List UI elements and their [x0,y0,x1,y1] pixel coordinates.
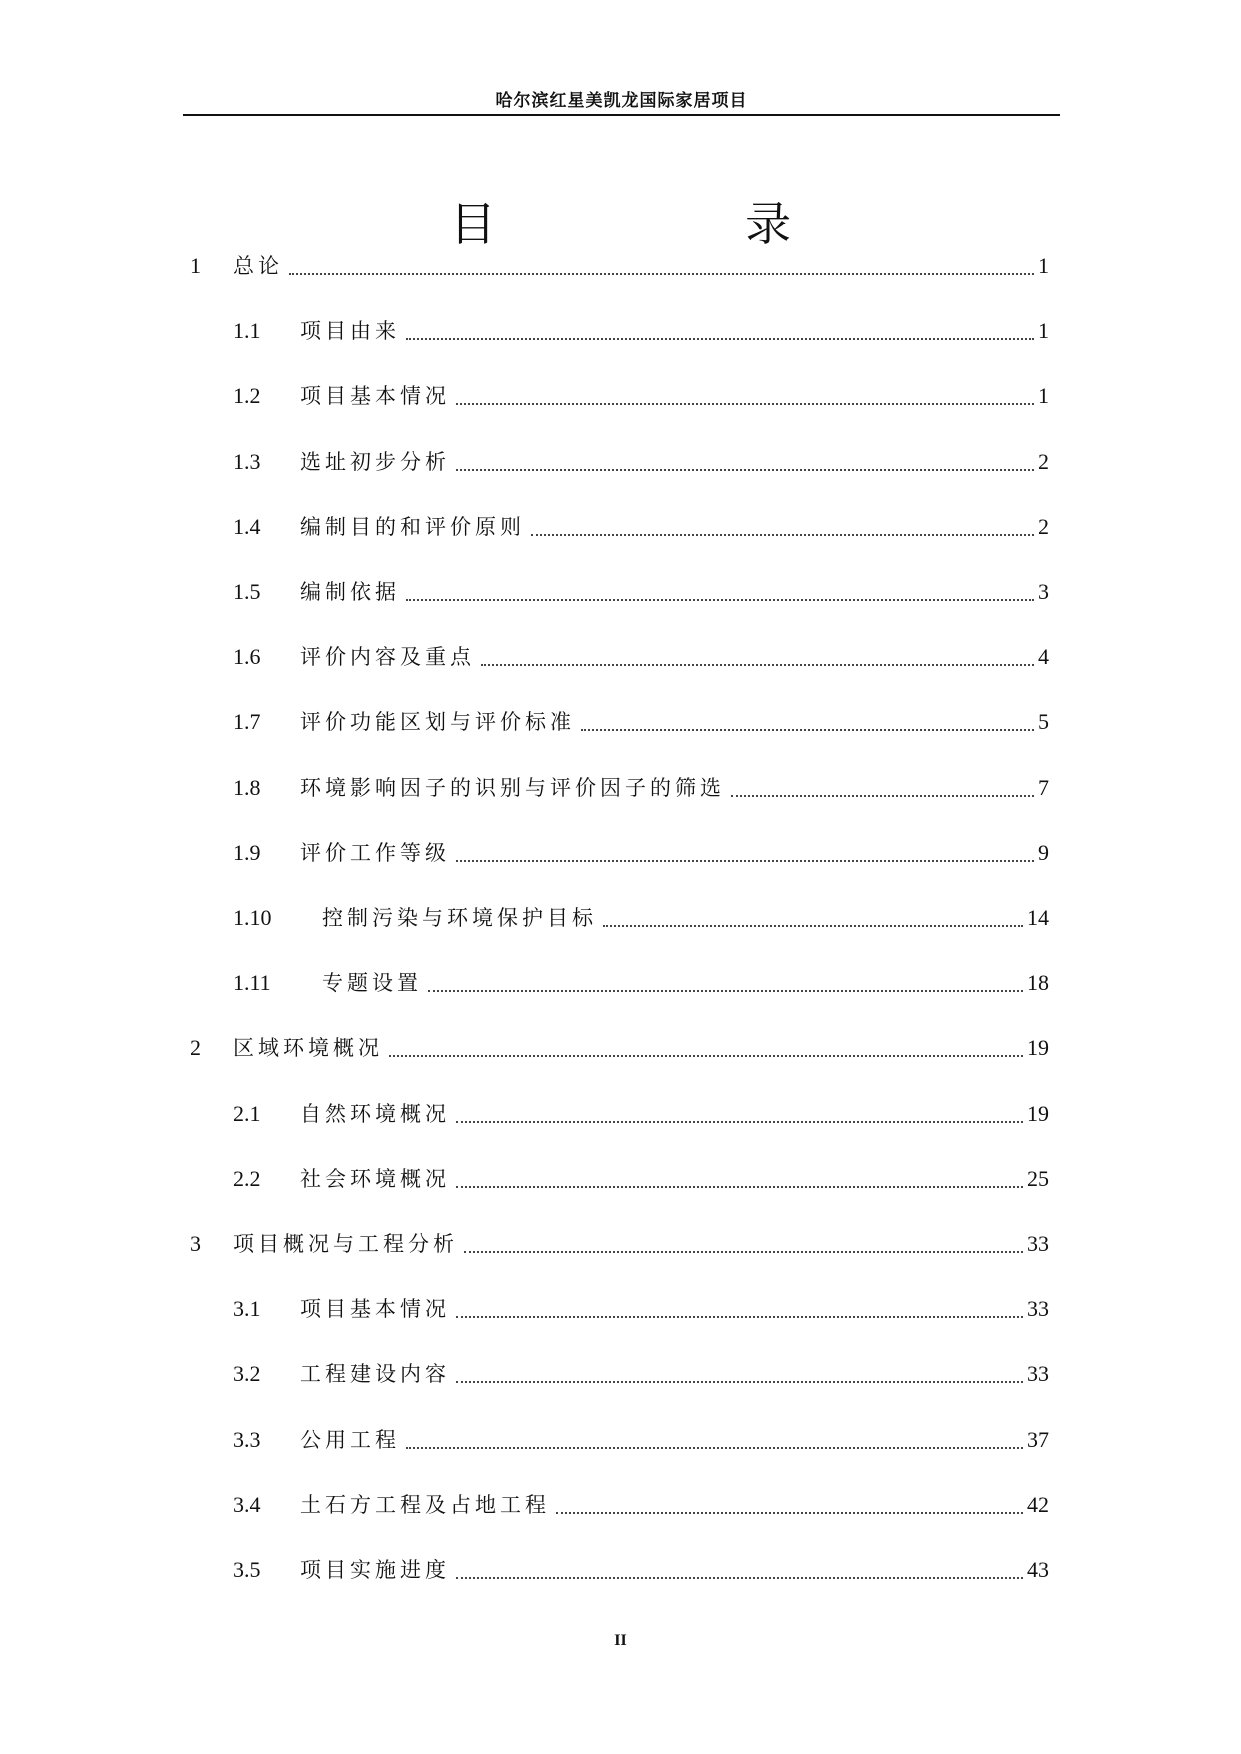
toc-entry[interactable] [0,316,1241,346]
toc-entry-label: 环境影响因子的识别与评价因子的筛选 [300,775,725,800]
toc-entry-label: 项目由来 [300,319,400,344]
toc-entry-page: 43 [1027,1557,1049,1582]
toc-entry[interactable] [0,447,1241,477]
toc-entry-number: 1.4 [233,513,261,539]
toc-entry-number: 2.2 [233,1165,261,1191]
toc-entry-number: 3.2 [233,1361,261,1387]
page-number: II [614,1632,627,1649]
toc-entry[interactable] [0,381,1241,411]
toc-entry-number: 2.1 [233,1100,261,1126]
toc-entry[interactable] [0,1164,1241,1194]
toc-entry-page: 5 [1038,709,1049,735]
toc-entry[interactable] [0,838,1241,868]
toc-entry-number: 3.1 [233,1296,261,1322]
toc-entry-number: 1.7 [233,709,261,735]
toc-leader-dots [456,1316,1023,1318]
toc-entry-label: 控制污染与环境保护目标 [322,906,597,930]
toc-entry-page: 3 [1038,579,1049,604]
toc-leader-dots [603,925,1023,927]
toc-entry-label: 编制依据 [300,580,400,604]
toc-entry[interactable] [0,1359,1241,1389]
toc-entry-page: 33 [1027,1231,1049,1256]
toc-leader-dots [464,1251,1023,1253]
toc-entry-page: 1 [1038,383,1049,409]
toc-leader-dots [456,1577,1023,1579]
toc-leader-dots [456,1381,1023,1383]
toc-entry[interactable] [0,1033,1241,1063]
toc-entry-number: 1.10 [233,905,272,930]
toc-entry-label: 评价功能区划与评价标准 [300,710,575,735]
toc-entry-label: 项目基本情况 [300,384,450,409]
toc-entry-page: 37 [1027,1426,1049,1452]
toc-entry-label: 专题设置 [322,971,422,996]
toc-entry-page: 1 [1038,318,1049,344]
toc-entry-label: 编制目的和评价原则 [300,514,525,539]
toc-leader-dots [456,403,1034,405]
toc-leader-dots [456,860,1034,862]
toc-leader-dots [406,1447,1023,1449]
toc-entry-label: 社会环境概况 [300,1166,450,1191]
toc-entry[interactable] [0,1425,1241,1455]
toc-entry-number: 1.6 [233,644,261,670]
toc-entry[interactable] [0,707,1241,737]
toc-entry-page: 1 [1038,253,1049,278]
toc-entry-page: 4 [1038,644,1049,670]
toc-entry-page: 2 [1038,448,1049,474]
toc-entry-number: 1.1 [233,318,261,344]
toc-leader-dots [406,599,1034,601]
toc-entry-page: 2 [1038,513,1049,539]
toc-entry-label: 项目概况与工程分析 [233,1232,458,1256]
toc-entry[interactable] [0,512,1241,542]
toc-entry-label: 区域环境概况 [233,1036,383,1061]
toc-leader-dots [406,338,1034,340]
toc-entry-label: 评价内容及重点 [300,645,475,670]
toc-entry[interactable] [0,968,1241,998]
toc-entry-label: 总论 [233,254,283,278]
toc-entry-page: 18 [1027,970,1049,996]
toc-leader-dots [731,795,1034,797]
toc-entry-label: 评价工作等级 [300,840,450,865]
toc-entry-label: 选址初步分析 [300,449,450,474]
toc-entry[interactable] [0,1099,1241,1129]
toc-entry-page: 19 [1027,1035,1049,1061]
toc-leader-dots [456,1186,1023,1188]
toc-entry[interactable] [0,1555,1241,1585]
toc-entry-number: 3.3 [233,1426,261,1452]
toc-entry-number: 3 [190,1231,201,1256]
toc-entry-page: 25 [1027,1165,1049,1191]
toc-entry-number: 3.5 [233,1557,261,1582]
toc-leader-dots [556,1512,1023,1514]
title-char-1: 目 [449,197,496,251]
toc-entry-label: 项目实施进度 [300,1558,450,1582]
toc-entry[interactable] [0,1490,1241,1520]
toc-entry-label: 自然环境概况 [300,1101,450,1126]
toc-entry[interactable] [0,903,1241,933]
toc-entry-page: 14 [1027,905,1049,930]
toc-entry-label: 工程建设内容 [300,1362,450,1387]
toc-leader-dots [581,729,1034,731]
toc-entry-label: 项目基本情况 [300,1297,450,1322]
toc-entry-number: 3.4 [233,1491,261,1517]
toc-leader-dots [289,273,1034,275]
toc-entry-page: 42 [1027,1491,1049,1517]
header-title: 哈尔滨红星美凯龙国际家居项目 [495,91,748,110]
toc-leader-dots [389,1055,1023,1057]
toc-entry-number: 1.8 [233,774,261,800]
toc-entry-number: 2 [190,1035,201,1061]
toc-entry-page: 7 [1038,774,1049,800]
toc-entry-number: 1.9 [233,839,261,865]
toc-entry[interactable] [0,1294,1241,1324]
toc-entry-number: 1.2 [233,383,261,409]
toc-entry[interactable] [0,1229,1241,1259]
toc-leader-dots [456,1121,1023,1123]
toc-entry[interactable] [0,577,1241,607]
toc-leader-dots [428,990,1023,992]
toc-entry-number: 1.11 [233,970,271,996]
toc-entry-number: 1.3 [233,448,261,474]
toc-entry-page: 9 [1038,839,1049,865]
toc-entry-page: 33 [1027,1296,1049,1322]
toc-entry-page: 19 [1027,1100,1049,1126]
toc-entry-label: 公用工程 [300,1427,400,1452]
toc-leader-dots [481,664,1034,666]
toc-leader-dots [456,469,1034,471]
toc-entry-number: 1.5 [233,579,261,604]
toc-entry-number: 1 [190,253,201,278]
toc-leader-dots [531,534,1034,536]
toc-entry[interactable] [0,642,1241,672]
toc-entry-label: 土石方工程及占地工程 [300,1492,550,1517]
toc-entry[interactable] [0,251,1241,281]
title-char-2: 录 [745,197,792,251]
toc-entry[interactable] [0,773,1241,803]
toc-entry-page: 33 [1027,1361,1049,1387]
